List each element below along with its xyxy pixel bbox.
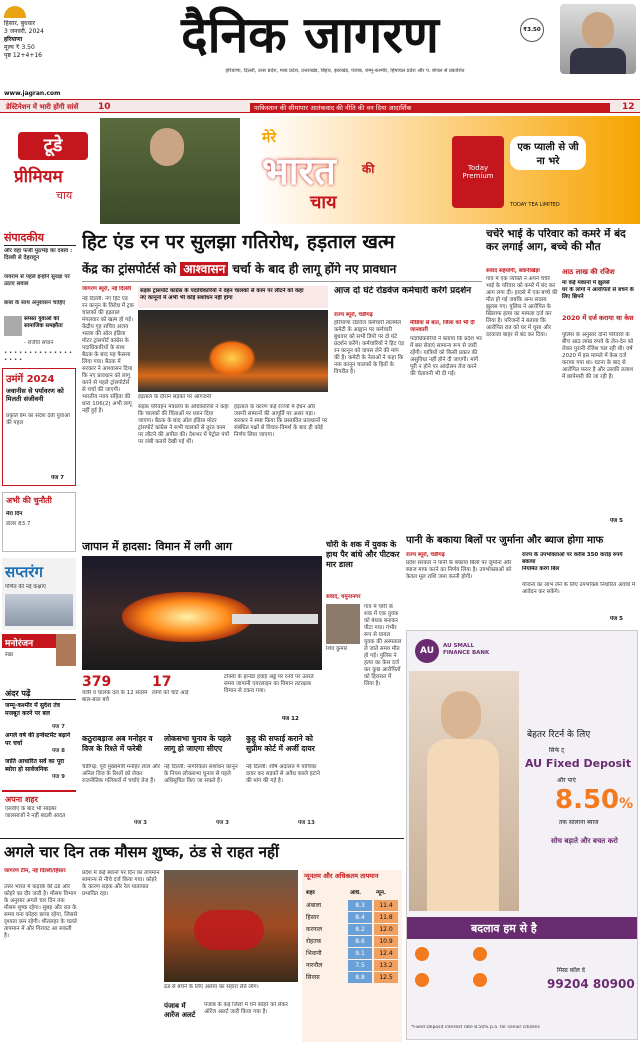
au-product-pre: सिर्फ ट् [549,747,565,754]
lead-bullet-1: सड़क ट्रांसपोर्ट कांग्रेस के पदाधिकारियों ने वहन चालकों से काम पर लौटने को कहा [140,288,304,294]
brief-1[interactable] [82,734,160,830]
temp-row-min: 11.4 [374,900,398,911]
temp-header-max: अधि. [350,890,362,896]
umange-box[interactable] [2,368,76,486]
paani-bullet-2: नियमित करेंगे बिल [522,566,560,572]
au-rate-box [555,785,637,817]
lead-byline: जागरण ब्यूरो, नई दिल्ली [82,286,132,292]
right-headline[interactable]: चचेरे भाई के परिवार को कमरे में बंद कर लगाई आग, बच्चे की मौत [486,228,626,253]
au-footer: बदलाव हम से है [471,922,537,935]
right-highlight: 2020 में दर्ज कराया था केस [562,314,634,322]
right-page: पेज 5 [610,518,623,524]
price-badge-text: ₹3.50 [523,27,541,33]
lead-bullet-2: नए कानूनों में अभी भी कोई संशोधन नहीं होगा [140,295,233,301]
abhi-chhuti-heading: अभी की चुनौती [6,496,52,505]
ad-tagline-small: मेरे [262,130,277,146]
right-bullet-2: घर के लोगों ने आरोपितों से बचने के लिए छिपने [562,287,634,300]
masthead-title: दैनिक जागरण [181,5,439,64]
japan-caption: टोक्यो के हानेडा हवाई अड्डे पर रनवे पर उतरते समय जापानी एयरलाइन का विमान तटरक्षक विमान से टकरा गया। [224,674,314,694]
weather-headline[interactable]: अगले चार दिन तक मौसम शुष्क, ठंड से राहत नहीं [4,843,279,861]
andar-padhen-heading: अंदर पढ़ें [5,689,31,698]
japan-headline[interactable]: जापान में हादसा: विमान में लगी आग [82,540,232,553]
temp-row [304,948,400,959]
au-icons-row [415,947,535,1007]
ad-tagline: भारत [262,149,336,193]
paani-body: प्रदेश सरकार ने पानी के बकाया बिलों पर जुर्माना और ब्याज माफ करने का निर्णय लिया है। उपभोक्ताओं को केवल मूल राशि जमा करनी होगी। [406,560,512,580]
right-body-1: गांव में एक व्यक्ति ने अपने चचेरे भाई के परिवार को कमरे में बंद कर आग लगा दी। हादसे में एक बच्चे की मौत हो गई जबकि अन्य सदस्य झुलस गए। पुलिस ने आरोपित के खिलाफ हत्या का मामला दर्ज कर लिया है। परिजनों ने बताया कि आरोपित रात को घर में घुसा और दरवाजा बाहर से बंद कर दिया। [486,276,558,338]
temp-row-min: 11.8 [374,912,398,923]
edition-date2: 3 जनवरी, 2024 [4,28,44,35]
brief-2-title[interactable]: लोकसभा चुनाव के पहले लागू हो जाएगा सीएए [164,734,232,753]
umange-heading: उमंगें 2024 [6,374,55,385]
ad-product: प्रीमियम [14,167,63,187]
right-byline: संवाद सहयोगी, बवानीखेड़ा [486,268,540,274]
temp-row [304,900,400,911]
ad-model-photo [100,118,240,224]
japan-page: पेज 12 [282,716,299,722]
teaser-right-page: 12 [622,102,635,112]
weather-side-headline[interactable]: पंजाब में आरेंज अलर्ट [164,1002,196,1019]
apna-shahar-text: एसवीए के बाद भी साइबर जालसाजों ने नहीं बदली आदत [5,806,66,819]
teaser-left[interactable]: डेस्टिनेशन में भारी होंगी सांसें [6,103,79,111]
brief-1-page: पेज 3 [134,820,147,826]
weather-side [164,1002,200,1042]
temp-row [304,936,400,947]
lead-bullets [138,286,328,308]
edition-state: हरियाणा [4,36,23,43]
inside-item-1-page: पेज 7 [52,724,65,730]
website-link[interactable]: www.jagran.com [4,90,61,97]
japan-stat-2 [152,674,220,722]
right-story[interactable] [486,228,636,534]
paani-page: पेज 5 [610,616,623,622]
temp-row [304,924,400,935]
lead-photo-caption: हड़ताल के दौरान सड़कों पर आगजनी [138,394,212,400]
manoranjan-box[interactable] [2,634,76,684]
ad-today-tea[interactable] [0,116,640,224]
paani-body-2: योजना का लाभ लेने के लिए उपभोक्ता निर्धारित अवधि में आवेदन कर सकेंगे। [522,582,636,595]
au-product: AU Fixed Deposit [525,757,632,770]
lead-story[interactable] [82,228,482,548]
temp-row-city: अंबाला [306,902,322,909]
saptrang-text: गणित की नई कक्षाएं [5,584,46,590]
roadways-subhead: मीडिया से बात, जिला को भी दी जानकारी [410,320,475,333]
edition-date: हिसार, बुधवार [4,20,36,27]
lead-headline[interactable]: हिट एंड रन पर सुलझा गतिरोध, हड़ताल खत्म [82,231,395,253]
temp-row-min: 12.5 [374,972,398,983]
ad-pack [452,136,504,208]
editions-line: हरियाणा, दिल्ली, उत्तर प्रदेश, मध्य प्रदेश, उत्तराखंड, बिहार, झारखंड, पंजाब, जम्मू-कश्मीर, हिमाचल प्रदेश और प. बंगाल से प्रकाशित [225,68,465,74]
umange-title: जवानीस से पर्यावरण को मिलती संजीवनी [6,387,64,403]
au-rate-sym: % [619,796,634,812]
lead-body-3: हड़ताल के कारण कई राज्यों में ईंधन और जरूरी सामानों की आपूर्ति पर असर पड़ा। सरकार ने स्पष्ट किया कि प्रस्तावित प्रावधानों पर संबंधित पक्षों से विचार-विमर्श के बाद ही कोई निर्णय लिया जाएगा। [234,404,328,438]
saptrang-heading: सप्तरंग [5,563,43,581]
weather-body-3: पंजाब के कई जिलों में घने कोहरे को लेकर ऑरेंज अलर्ट जारी किया गया है। [204,1002,288,1015]
masthead [0,0,640,112]
ad-slogan: एक प्याली से जी ना भरे [510,136,586,170]
temp-row-max: 8.6 [348,936,372,947]
teaser-right[interactable]: पाकिस्तान की सीमापार आतंकवाद की नीति की वन दिया आदार्शिक [250,103,610,112]
sampadkiya-item-3[interactable]: बाबा के साथ अनुशासन चाहिए [4,300,66,306]
lead-photo [138,310,328,392]
roadways-body-1: हरियाणा रोडवेज कर्मचारी तालमेल कमेटी के आह्वान पर कर्मचारी बुधवार को सभी डिपो पर दो घंटे प्रदर्शन करेंगे। कर्मचारियों ने हिट एंड रन कानून को वापस लेने की मांग की है। कमेटी के नेताओं ने कहा कि नया कानून चालकों के हितों के विपरीत है। [334,320,405,375]
japan-photo [82,556,322,670]
au-phone[interactable]: 99204 80900 [547,977,635,991]
temp-row-city: सिरसा [306,974,320,981]
manoranjan-text: रेखा [5,652,14,658]
temp-rows [304,900,400,1040]
au-logo: AU [415,639,439,663]
manoranjan-photo [56,634,76,666]
neeti-title[interactable]: समस्त युवाओं को सामाजिक समझौता [24,316,63,329]
chori-story[interactable] [326,540,402,830]
ad-brand: टूडे [43,135,63,156]
brief-2[interactable] [164,734,242,830]
right-bullet-1: मां कई मकानों में झुलसे [562,280,610,286]
manoranjan-heading: मनोरंजन [2,634,56,648]
brief-1-body: चंडीगढ़: पूर्व मुख्यमंत्री मनोहर लाल और अनिल विज के रिश्तों को लेकर राजनीतिक गलियारों में चर्चाएं तेज हैं। [82,764,160,784]
saptrang-photo [5,594,73,626]
au-rate-pre: और पाएं [557,777,576,784]
jaishankar-photo [560,4,636,74]
inside-item-3-page: पेज 9 [52,774,65,780]
lead-body-2: सड़क परिवहन मंत्रालय के अधिकारियों ने कहा कि चालकों की चिंताओं पर ध्यान दिया जाएगा। बैठक के बाद ऑल इंडिया मोटर ट्रांसपोर्ट कांग्रेस ने सभी चालकों से तुरंत काम पर लौटने की अपील की। देशभर में पेट्रोल पंपों पर लंबी कतारें देखी गई थीं। [138,404,229,445]
temp-row-max: 8.3 [348,900,372,911]
ad-au-bank[interactable] [406,630,638,1040]
chori-body: गांव में चोरी के शक में एक युवक को बंधक बनाकर पीटा गया। गंभीर रूप से घायल युवक की अस्पताल ले जाते समय मौत हो गई। पुलिस ने हत्या का केस दर्ज कर कुछ आरोपितों को हिरासत में लिया है। [364,604,402,687]
abhi-chhuti-box[interactable] [2,492,76,552]
au-rate-post: तक सालाना ब्याज [559,819,599,826]
temp-row-min: 13.2 [374,960,398,971]
left-column: संपादकीय और वहां फर्जी मुठभेड़ का दबाव : दिल्ली से देहरादून जयराम से पहले इन्होंने सुरक्षा पर उठाए सवाल बाबा के साथ अनुशासन चाहिए समस्त युवाओं को सामाजिक समझौता - राजीव सचान • • • • • • • • • • • • • • • • • • उमंगें 2024 जवानीस से पर्यावरण को मिलती संजीवनी प्रकृति प्रेम का संदेश देती युवाओं की पहल पेज 7 अभी की चुनौती मेरा दिन डॉलर 83.7 सप्तरंग गणित की नई कक्षाएं मनोरंजन रेखा अंदर पढ़ें जम्मू-कश्मीर में सुदेश तंत्र मजबूत करने पर बल पेज 7 अगले वर्ष की इन्वेस्टमेंट बढ़ाने पर चर्चा पेज 8 जाति आधारित सर्वे का पूरा ब्योरा हो सार्वजनिक पेज 9 अपना शहर एसवीए के बाद भी साइबर जालसाजों ने नहीं बदली आदत [0,228,78,838]
mode-rate: डॉलर 83.7 [6,521,31,527]
temp-row-city: हिसार [306,914,319,921]
right-body-2: पुलिस के अनुसार दोनों परिवारों के बीच आठ लाख रुपये के लेन-देन को लेकर पुरानी रंजिश चल रही थी। वर्ष 2020 में इस मामले में केस दर्ज कराया गया था। घटना के बाद से आरोपित फरार है और उसकी तलाश में छापेमारी की जा रही है। [562,332,634,380]
weather-byline: जागरण टीम, नई दिल्ली/हिसार [4,868,66,874]
chori-victim-photo [326,604,360,644]
weather-photo-caption: ठंड से बचने के लिए अलाव का सहारा लेते लोग। [164,984,259,990]
temp-row-min: 10.9 [374,936,398,947]
temp-header-city: शहर [306,890,315,896]
au-footer-bar [407,917,638,939]
temp-header-min: न्यून. [376,890,386,896]
temp-row-max: 9.1 [348,948,372,959]
japan-stat2-text: लोगों को चोटें आईं [152,690,189,696]
temp-row-city: करनाल [306,926,323,933]
brief-3-title[interactable]: कुहू की सफाई कराने को सुप्रीम कोर्ट में अर्जी दायर [246,734,315,753]
brief-2-body: नई दिल्ली: नागरिकता संशोधन कानून के नियम लोकसभा चुनाव से पहले अधिसूचित किए जा सकते हैं। [164,764,238,784]
temp-row-min: 12.4 [374,948,398,959]
inside-item-1[interactable]: जम्मू-कश्मीर में सुदेश तंत्र मजबूत करने पर बल [5,702,60,717]
au-missed-call: मिस्ड कॉल दें [557,967,585,974]
temp-row-city: नारनौल [306,962,323,969]
umange-text: प्रकृति प्रेम का संदेश देती युवाओं की पहल [6,413,70,426]
inside-item-3[interactable]: जाति आधारित सर्वे का पूरा ब्योरा हो सार्वजनिक [5,758,65,773]
ad-pack-text: Today Premium [462,164,494,180]
temp-table-title: न्यूनतम और अधिकतम तापमान [304,872,379,880]
au-fine: *Fixed Deposit interest rate 8.50% p.a. for senior citizens [411,1025,540,1030]
ad-tagline2: चाय [310,192,337,213]
brief-1-title[interactable]: कठुराबड़ाज अब मनोहर व विज के रिश्ते में फरेबी [82,734,153,753]
right-subhead: आठ लाख की रजिश [562,268,615,276]
price-badge [520,18,544,42]
weather-body-1: उत्तर भारत में कड़ाके की ठंड और कोहरे का दौर जारी है। मौसम विभाग के अनुसार अगले चार दिन तक मौसम शुष्क रहेगा। सुबह और रात के समय घना कोहरा छाया रहेगा, जिससे दृश्यता कम रहेगी। शीतलहर के चलते तापमान में और गिरावट आ सकती है। [4,884,78,939]
brief-3-body: नई दिल्ली: शीर्ष अदालत में याचिका दायर कर सड़कों से अवैध कब्जे हटाने की मांग की गई है। [246,764,320,784]
temp-row-min: 12.0 [374,924,398,935]
umange-page: पेज 7 [51,475,64,481]
temp-row [304,912,400,923]
saptrang-box[interactable] [2,558,76,630]
brief-2-page: पेज 3 [216,820,229,826]
temp-row [304,960,400,971]
right-bullets [562,280,636,310]
lead-body-1: नई दिल्ली: नए हिट एंड रन कानून के विरोध में ट्रक चालकों की हड़ताल मंगलवार को खत्म हो गई। केंद्रीय गृह सचिव अजय भल्ला की ऑल इंडिया मोटर ट्रांसपोर्ट कांग्रेस के पदाधिकारियों के साथ बैठक के बाद यह फैसला लिया गया। बैठक में सरकार ने आश्वासन दिया कि नए प्रावधान को लागू करने से पहले ट्रांसपोर्टर्स से चर्चा की जाएगी। भारतीय न्याय संहिता की धारा 106(2) अभी लागू नहीं हुई है। [82,296,134,414]
columnist-photo [4,316,22,336]
edition-price: मूल्य ₹ 3.50 [4,44,35,51]
roadways-body-2: पदाधिकारियों ने बताया कि प्रदेश भर में बस सेवाएं सामान्य रूप से जारी रहेंगी। यात्रियों को किसी प्रकार की असुविधा नहीं होने दी जाएगी। मांगें पूरी न होने पर आंदोलन तेज करने की चेतावनी भी दी गई। [410,336,482,377]
paani-bullet-1: राज्य के उपभोक्ताओं पर करीब 350 करोड़ रुपये बकाया [522,552,623,565]
japan-stat1-num: 379 [82,674,112,690]
chori-headline[interactable]: चोरी के शक में युवक के हाथ पैर बांधे और पीटकर मार डाला [326,540,400,569]
sampadkiya-heading: संपादकीय [4,231,45,244]
brief-3[interactable] [246,734,324,830]
sampadkiya-item-1[interactable]: और वहां फर्जी मुठभेड़ का दबाव : दिल्ली से देहरादून [4,248,73,261]
today-logo [18,132,88,160]
chori-byline: संवाद, यमुनानगर [326,594,361,600]
ad-company: TODAY TEA LIMITED [510,202,560,208]
au-tagline: बेहतर रिटर्न के लिए [527,730,591,740]
neeti-author: - राजीव सचान [24,340,54,346]
paani-bullets [522,552,636,580]
temp-row-city: भिवानी [306,950,322,957]
japan-stat1-text: यात्री व चालक दल के 12 सदस्य बाल-बाल बचे [82,690,148,703]
mode-label: मेरा दिन [6,511,23,517]
roadways-byline: राज्य ब्यूरो, चंडीगढ़ [334,312,373,318]
temp-table [302,870,402,1042]
paani-byline: राज्य ब्यूरो, चंडीगढ़ [406,552,445,558]
paani-story[interactable] [406,534,636,626]
temp-row-max: 8.2 [348,924,372,935]
japan-stat-1 [82,674,150,722]
brief-3-page: पेज 13 [298,820,315,826]
au-model-photo [409,671,519,911]
subhead-key: आश्वासन [180,262,228,276]
teaser-bar [0,99,640,113]
weather-photo [164,870,298,982]
japan-story[interactable] [82,540,322,728]
inside-item-2-page: पेज 8 [52,748,65,754]
temp-row-city: रोहतक [306,938,322,945]
roadways-headline[interactable]: आज दो घंटे रोडवेज कर्मचारी करेंगे प्रदर्शन [334,286,472,296]
logo-sun-icon [4,6,26,18]
apna-shahar-heading: अपना शहर [5,795,38,804]
temp-row-max: 8.4 [348,912,372,923]
japan-stat2-num: 17 [152,674,172,690]
chori-victim-label: शिव कुमार [326,646,348,652]
subhead-pre: केंद्र का ट्रांसपोर्टर्स को [82,262,177,276]
temp-row-max: 7.5 [348,960,372,971]
edition-pages: पृष्ठ 12+4+16 [4,52,42,59]
weather-body-2: प्रदेश में कई स्थानों पर दिन का तापमान सामान्य से नीचे दर्ज किया गया। कोहरे के कारण सड़क और रेल यातायात प्रभावित रहा। [82,870,160,897]
au-cta: सोच बड़ाते और बचत करो [551,837,618,845]
temp-row [304,972,400,983]
temp-row-max: 8.8 [348,972,372,983]
ad-product2: चाय [56,189,73,202]
teaser-left-page: 10 [98,102,111,112]
apna-shahar-box[interactable] [2,790,76,836]
weather-story[interactable] [0,838,404,1044]
inside-item-2[interactable]: अगले वर्ष की इन्वेस्टमेंट बढ़ाने पर चर्चा [5,732,71,747]
andar-padhen-box [2,688,76,788]
lead-subhead [82,260,482,278]
sampadkiya-item-2[interactable]: जयराम से पहले इन्होंने सुरक्षा पर उठाए सवाल [4,274,70,287]
ad-tagline-ki: की [362,162,375,176]
subhead-post: चर्चा के बाद ही लागू होंगे नए प्रावधान [232,262,397,276]
au-bank-name: AU SMALL FINANCE BANK [443,643,490,656]
roadways-story[interactable] [334,286,482,536]
au-rate: 8.50 [555,785,620,815]
paani-headline[interactable]: पानी के बकाया बिलों पर जुर्माना और ब्याज होगा माफ [406,535,604,546]
